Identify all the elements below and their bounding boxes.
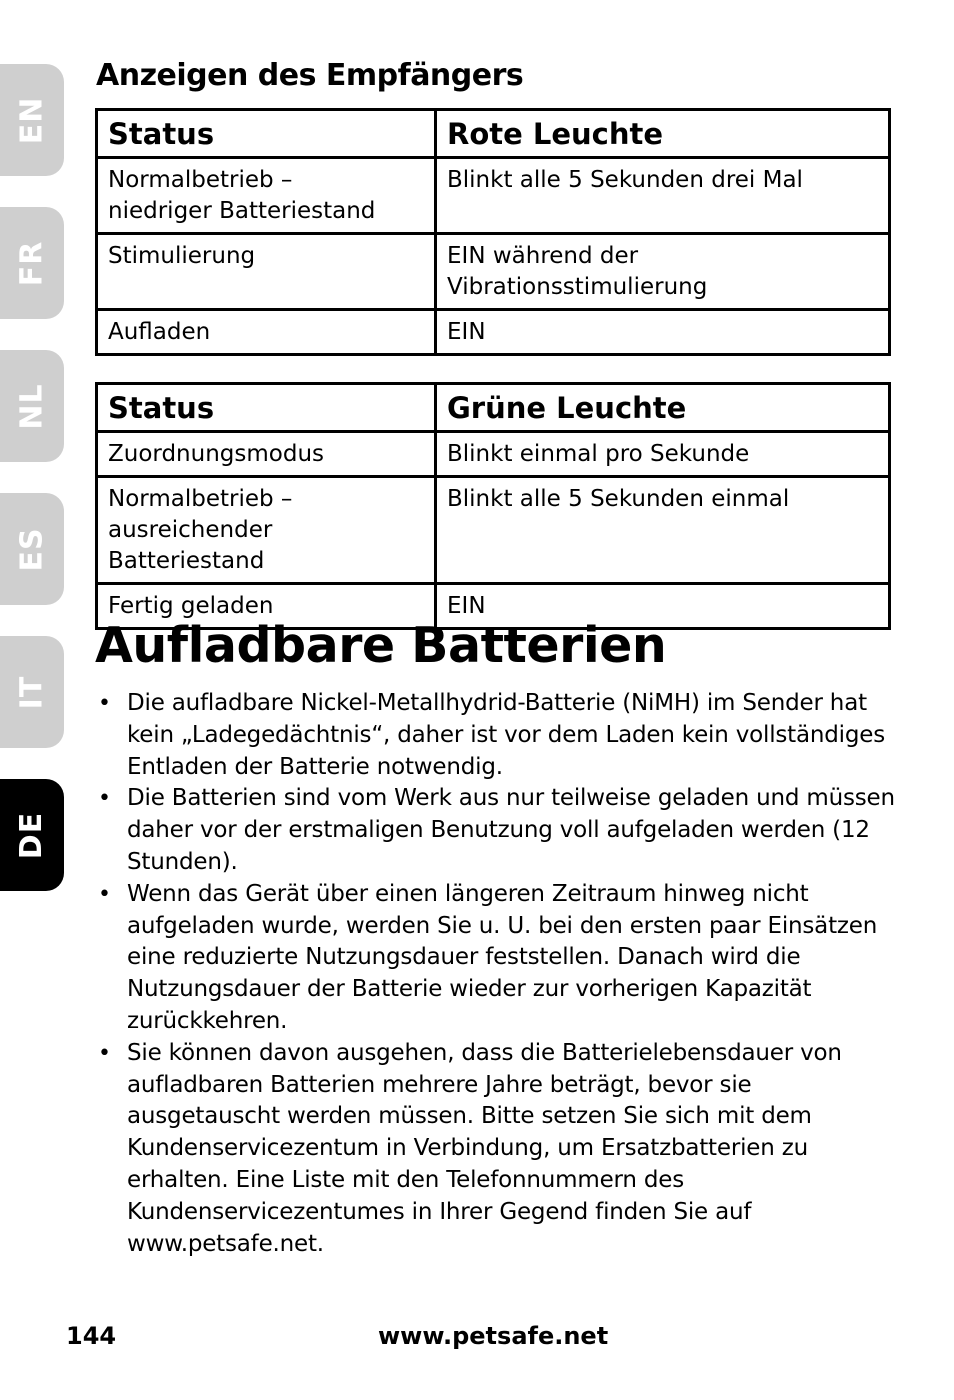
list-item	[96, 688, 896, 783]
lang-tab-fr[interactable]	[0, 207, 64, 319]
lang-tab-de[interactable]	[0, 779, 64, 891]
lang-tab-label: EN	[14, 96, 50, 144]
lang-tab-it[interactable]	[0, 636, 64, 748]
table-cell: EIN während der Vibrationsstimulierung	[436, 234, 890, 310]
column-header-green-light: Grüne Leuchte	[436, 384, 890, 432]
table-cell: Blinkt alle 5 Sekunden einmal	[436, 477, 890, 584]
table-cell: Aufladen	[97, 310, 436, 355]
list-item-text: Die Batterien sind vom Werk aus nur teilweise geladen und müssen daher vor der erstmaligen Benutzung voll aufgeladen werden (12 Stunden).	[127, 785, 895, 875]
lang-tab-es[interactable]	[0, 493, 64, 605]
table-row	[97, 477, 890, 584]
column-header-status: Status	[97, 110, 436, 158]
page-number: 144	[66, 1322, 117, 1350]
table-cell: EIN	[436, 584, 890, 629]
page-title: Aufladbare Batterien	[95, 617, 667, 674]
bullet-icon: •	[98, 786, 111, 812]
table-row	[97, 158, 890, 234]
table-header-row	[97, 110, 890, 158]
lang-tab-label: ES	[14, 526, 50, 572]
table-header-row	[97, 384, 890, 432]
list-item	[96, 783, 896, 878]
table-row	[97, 432, 890, 477]
table-cell: Blinkt einmal pro Sekunde	[436, 432, 890, 477]
list-item	[96, 1038, 896, 1261]
green-light-table	[95, 382, 891, 630]
table-cell: Zuordnungsmodus	[97, 432, 436, 477]
table-cell: Stimulierung	[97, 234, 436, 310]
bullet-icon: •	[98, 881, 111, 907]
table-cell: EIN	[436, 310, 890, 355]
list-item-text: Wenn das Gerät über einen längeren Zeitraum hinweg nicht aufgeladen wurde, werden Sie u. U. bei den ersten paar Einsätzen eine reduzierte Nutzungsdauer feststellen. Danach wird die Nutzungsdauer der Batterie wieder zur vorherigen Kapazität zurückkehren.	[127, 880, 878, 1034]
language-tabs	[0, 0, 64, 1400]
red-light-table	[95, 108, 891, 356]
table-row	[97, 310, 890, 355]
lang-tab-label: NL	[14, 382, 50, 430]
bullet-list	[96, 688, 896, 1260]
section-heading: Anzeigen des Empfängers	[96, 58, 524, 93]
table-cell: Normalbetrieb – ausreichender Batteriestand	[97, 477, 436, 584]
table-cell: Normalbetrieb – niedriger Batteriestand	[97, 158, 436, 234]
bullet-icon: •	[98, 1040, 111, 1066]
list-item-text: Die aufladbare Nickel-Metallhydrid-Batterie (NiMH) im Sender hat kein „Ladegedächtnis“, daher ist vor dem Laden kein vollständiges Entladen der Batterie notwendig.	[127, 690, 885, 780]
column-header-red-light: Rote Leuchte	[436, 110, 890, 158]
bullet-icon: •	[98, 691, 111, 716]
table-row	[97, 234, 890, 310]
footer-url[interactable]: www.petsafe.net	[378, 1322, 609, 1350]
lang-tab-label: IT	[14, 675, 50, 709]
column-header-status: Status	[97, 384, 436, 432]
lang-tab-label: FR	[14, 240, 50, 286]
lang-tab-label: DE	[14, 811, 50, 859]
table-cell: Blinkt alle 5 Sekunden drei Mal	[436, 158, 890, 234]
list-item	[96, 879, 896, 1038]
lang-tab-nl[interactable]	[0, 350, 64, 462]
lang-tab-en[interactable]	[0, 64, 64, 176]
table-cell: Fertig geladen	[97, 584, 436, 629]
list-item-text: Sie können davon ausgehen, dass die Batterielebensdauer von aufladbaren Batterien mehrere Jahre beträgt, bevor sie ausgetauscht werden müssen. Bitte setzen Sie sich mit dem Kundenservicezentum in Verbindung, um Ersatzbatterien zu erhalten. Eine Liste mit den Telefonnummern des Kundenservicezentumes in Ihrer Gegend finden Sie auf www.petsafe.net.	[127, 1039, 842, 1257]
